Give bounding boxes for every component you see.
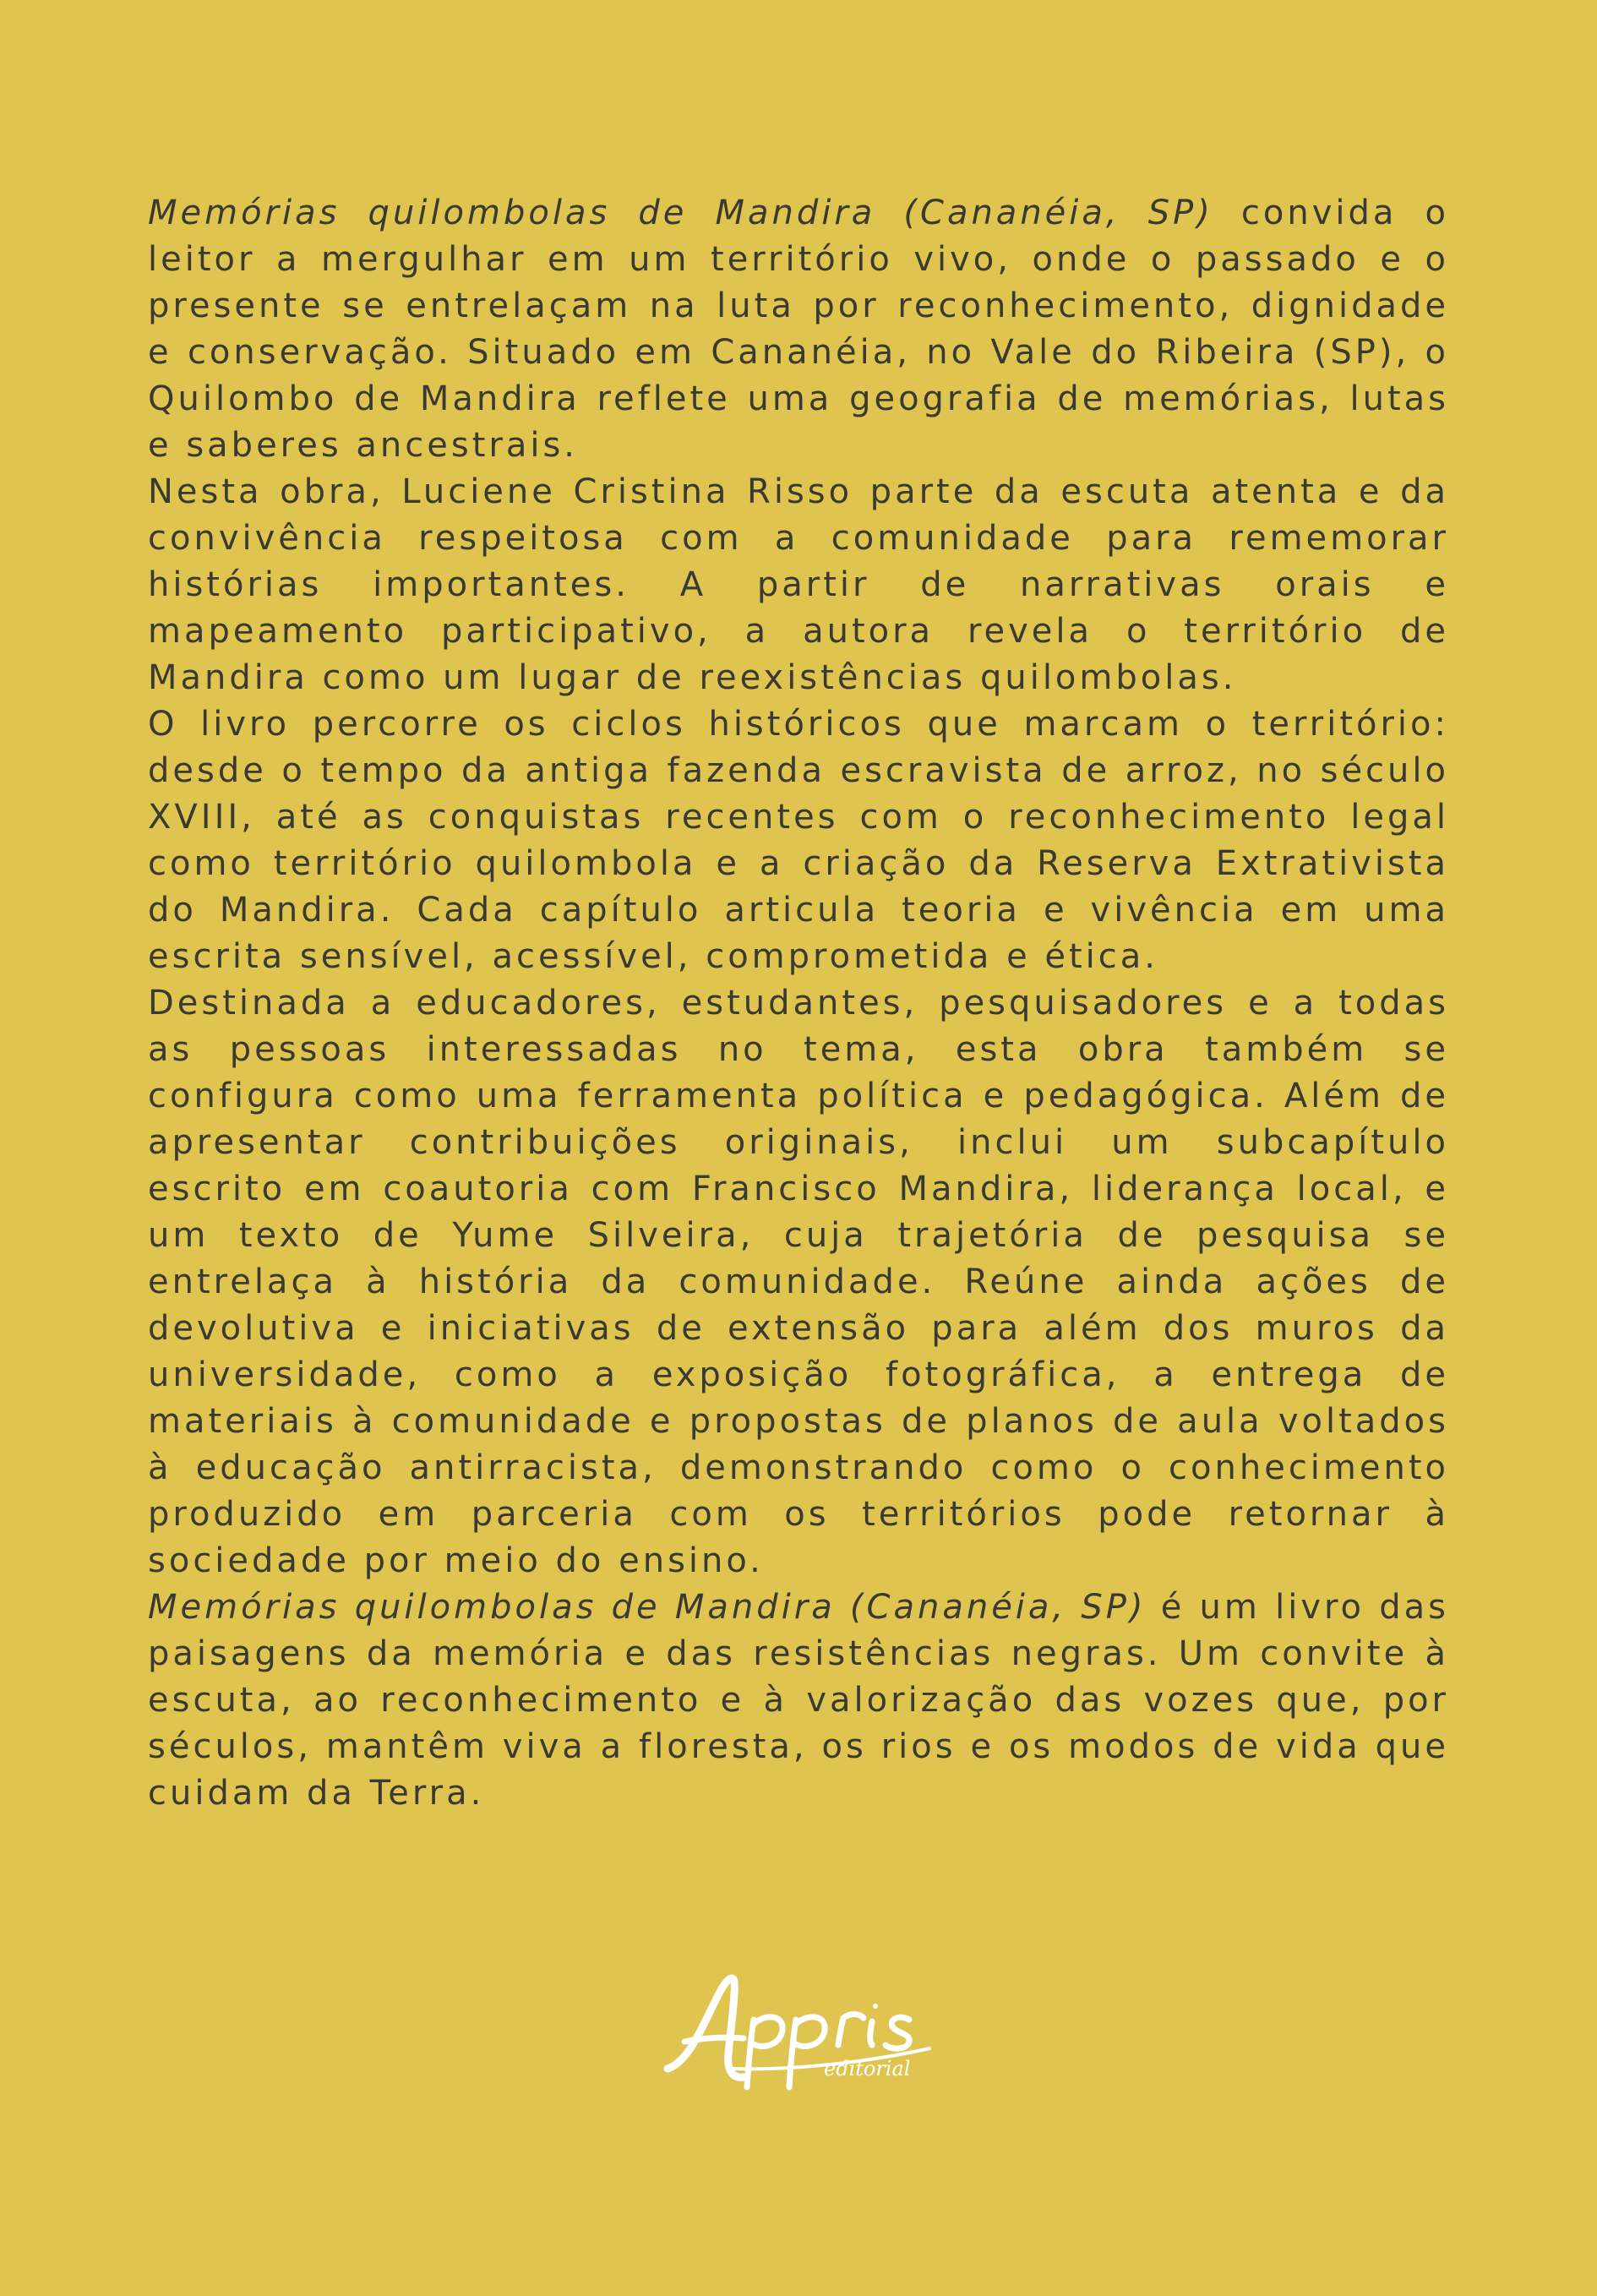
paragraph-1: [148, 190, 1449, 469]
publisher-logo: [651, 1961, 946, 2096]
paragraph-4: [148, 980, 1449, 1584]
appris-logo-icon: [651, 1961, 946, 2096]
paragraph-text: O livro percorre os ciclos históricos que marcam o território: desde o tempo da antiga fazenda escravista de arroz, no século XVIII, até as conquistas recentes com o reconhecimento legal como território quilombola e a criação da Reserva Extrativista do Mandira. Cada capítulo articula teoria e vivência em uma escrita sensível, acessível, comprometida e ética.: [148, 705, 1449, 976]
synopsis-text: [148, 190, 1449, 1817]
book-title-italic: Memórias quilombolas de Mandira (Cananéia, SP): [148, 1588, 1147, 1627]
paragraph-2: [148, 469, 1449, 701]
book-title-italic: Memórias quilombolas de Mandira (Cananéia, SP): [148, 194, 1213, 232]
paragraph-3: [148, 701, 1449, 980]
paragraph-text: Nesta obra, Luciene Cristina Risso parte da escuta atenta e da convivência respeitosa com a comunidade para rememorar histórias importantes. A partir de narrativas orais e mapeamento participativo, a autora revela o território de Mandira como um lugar de reexistências quilombolas.: [148, 472, 1449, 697]
paragraph-5: [148, 1584, 1449, 1817]
paragraph-text: Destinada a educadores, estudantes, pesquisadores e a todas as pessoas interessadas no tema, esta obra também se configura como uma ferramenta política e pedagógica. Além de apresentar contribuições originais, inclui um subcapítulo escrito em coautoria com Francisco Mandira, liderança local, e um texto de Yume Silveira, cuja trajetória de pesquisa se entrelaça à história da comunidade. Reúne ainda ações de devolutiva e iniciativas de extensão para além dos muros da universidade, como a exposição fotográfica, a entrega de materiais à comunidade e propostas de planos de aula voltados à educação antirracista, demonstrando como o conhecimento produzido em parceria com os territórios pode retornar à sociedade por meio do ensino.: [148, 984, 1449, 1580]
logo-subtitle: editorial: [824, 2057, 911, 2081]
paragraph-text: é um livro das paisagens da memória e das resistências negras. Um convite à escuta, ao reconhecimento e à valorização das vozes que, por séculos, mantêm viva a floresta, os rios e os modos de vida que cuidam da Terra.: [148, 1588, 1449, 1813]
paragraph-text: convida o leitor a mergulhar em um território vivo, onde o passado e o presente se entrelaçam na luta por reconhecimento, dignidade e conservação. Situado em Cananéia, no Vale do Ribeira (SP), o Quilombo de Mandira reflete uma geografia de memórias, lutas e saberes ancestrais.: [148, 194, 1449, 465]
